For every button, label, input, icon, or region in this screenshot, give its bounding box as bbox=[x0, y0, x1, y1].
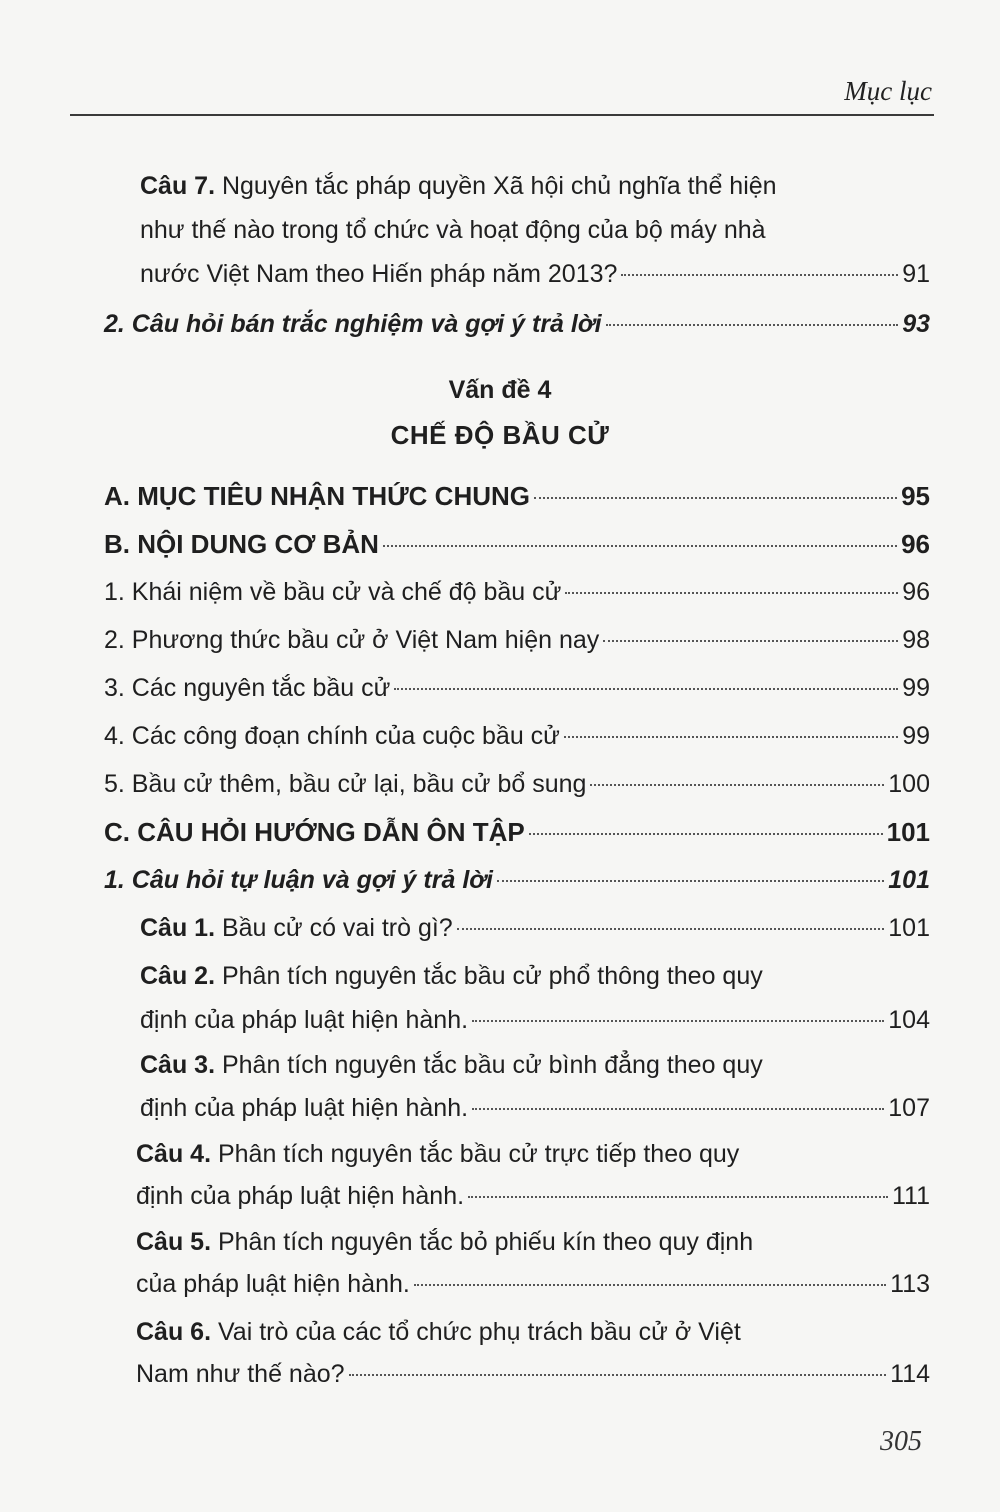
dot-leader bbox=[606, 324, 899, 326]
page-ref: 111 bbox=[891, 1182, 930, 1210]
page-ref: 101 bbox=[888, 914, 930, 942]
page-ref: 95 bbox=[901, 481, 930, 511]
entry-label: 4. Các công đoạn chính của cuộc bầu cử bbox=[104, 722, 560, 750]
question-number: Câu 5. bbox=[136, 1228, 212, 1256]
question-text-line1: Phân tích nguyên tắc bầu cử bình đẳng theo quy bbox=[215, 1051, 763, 1079]
question-text-line1: Phân tích nguyên tắc bầu cử trực tiếp theo quy bbox=[211, 1140, 740, 1168]
question-text-line2: định của pháp luật hiện hành. bbox=[136, 1182, 465, 1210]
page-ref: 99 bbox=[902, 722, 930, 750]
question-text-line2: Nam như thế nào? bbox=[136, 1360, 345, 1388]
toc-entry[interactable] bbox=[104, 666, 930, 710]
section-title: CHẾ ĐỘ BẦU CỬ bbox=[390, 420, 610, 450]
page-ref: 98 bbox=[902, 626, 930, 654]
toc-question-3 bbox=[140, 1043, 856, 1087]
question-number: Câu 6. bbox=[136, 1318, 212, 1346]
dot-leader bbox=[534, 497, 897, 499]
question-number: Câu 3. bbox=[140, 1051, 216, 1079]
toc-question-4 bbox=[136, 1132, 856, 1176]
dot-leader bbox=[414, 1284, 886, 1286]
toc-entry[interactable] bbox=[104, 474, 930, 518]
toc-question-5 bbox=[136, 1220, 856, 1264]
toc-entry[interactable] bbox=[104, 810, 930, 854]
dot-leader bbox=[565, 592, 898, 594]
toc-entry[interactable] bbox=[104, 618, 930, 662]
entry-label: 2. Câu hỏi bán trắc nghiệm và gợi ý trả lời bbox=[104, 310, 602, 338]
toc-entry[interactable] bbox=[140, 998, 930, 1042]
running-title: Mục lục bbox=[844, 76, 932, 106]
page-ref: 91 bbox=[902, 260, 930, 288]
dot-leader bbox=[468, 1196, 888, 1198]
question-text-line1: Bầu cử có vai trò gì? bbox=[215, 914, 453, 942]
dot-leader bbox=[564, 736, 898, 738]
page-number: 305 bbox=[880, 1426, 922, 1457]
toc-entry[interactable] bbox=[104, 762, 930, 806]
page-ref: 104 bbox=[888, 1006, 930, 1034]
dot-leader bbox=[621, 274, 898, 276]
toc-entry[interactable] bbox=[140, 252, 930, 296]
page-ref: 96 bbox=[901, 529, 930, 559]
toc-entry[interactable] bbox=[140, 1086, 930, 1130]
page-ref: 101 bbox=[888, 866, 930, 894]
page-ref: 101 bbox=[886, 817, 930, 847]
dot-leader bbox=[394, 688, 898, 690]
question-number: Câu 4. bbox=[136, 1140, 212, 1168]
toc-entry[interactable] bbox=[104, 714, 930, 758]
question-text-line3: nước Việt Nam theo Hiến pháp năm 2013? bbox=[140, 260, 618, 288]
dot-leader bbox=[603, 640, 898, 642]
entry-label: 2. Phương thức bầu cử ở Việt Nam hiện nay bbox=[104, 626, 600, 654]
toc-entry[interactable] bbox=[104, 522, 930, 566]
toc-question-2 bbox=[140, 954, 856, 998]
toc-question-7 bbox=[140, 164, 856, 208]
question-number: Câu 1. bbox=[140, 914, 216, 942]
entry-label: 1. Câu hỏi tự luận và gợi ý trả lời bbox=[104, 866, 493, 894]
question-text-line2: định của pháp luật hiện hành. bbox=[140, 1094, 469, 1122]
question-number: Câu 2. bbox=[140, 962, 216, 990]
page-ref: 99 bbox=[902, 674, 930, 702]
dot-leader bbox=[590, 784, 884, 786]
question-number: Câu 7. bbox=[140, 172, 216, 200]
dot-leader bbox=[472, 1020, 884, 1022]
entry-label: B. NỘI DUNG CƠ BẢN bbox=[104, 529, 379, 559]
question-text-line1: Phân tích nguyên tắc bầu cử phổ thông theo quy bbox=[215, 962, 763, 990]
dot-leader bbox=[529, 833, 883, 835]
toc-entry[interactable] bbox=[104, 302, 930, 346]
dot-leader bbox=[497, 880, 884, 882]
dot-leader bbox=[457, 928, 885, 930]
question-text-line1: Phân tích nguyên tắc bỏ phiếu kín theo quy định bbox=[211, 1228, 754, 1256]
page-ref: 96 bbox=[902, 578, 930, 606]
entry-label: 5. Bầu cử thêm, bầu cử lại, bầu cử bổ sung bbox=[104, 770, 587, 798]
toc-entry[interactable] bbox=[104, 570, 930, 614]
entry-label: 3. Các nguyên tắc bầu cử bbox=[104, 674, 391, 702]
toc-question-6 bbox=[136, 1310, 856, 1354]
dot-leader bbox=[349, 1374, 887, 1376]
toc-question-1[interactable] bbox=[140, 906, 930, 950]
question-text-line2: định của pháp luật hiện hành. bbox=[140, 1006, 469, 1034]
question-text-line2: của pháp luật hiện hành. bbox=[136, 1270, 410, 1298]
toc-entry[interactable] bbox=[136, 1174, 930, 1218]
dot-leader bbox=[383, 545, 897, 547]
entry-label: A. MỤC TIÊU NHẬN THỨC CHUNG bbox=[104, 481, 530, 511]
entry-label: 1. Khái niệm về bầu cử và chế độ bầu cử bbox=[104, 578, 562, 606]
page-ref: 113 bbox=[890, 1270, 930, 1298]
section-number: Vấn đề 4 bbox=[448, 376, 552, 404]
question-text-line2: như thế nào trong tổ chức và hoạt động của bộ máy nhà bbox=[140, 216, 766, 244]
toc-entry[interactable] bbox=[136, 1262, 930, 1306]
page-ref: 100 bbox=[888, 770, 930, 798]
page-ref: 114 bbox=[890, 1360, 930, 1388]
question-text-line1: Vai trò của các tổ chức phụ trách bầu cử ở Việt bbox=[211, 1318, 741, 1346]
toc-entry[interactable] bbox=[104, 858, 930, 902]
question-text-line1: Nguyên tắc pháp quyền Xã hội chủ nghĩa thể hiện bbox=[215, 172, 777, 200]
toc-entry[interactable] bbox=[136, 1352, 930, 1396]
page-ref: 93 bbox=[902, 310, 930, 338]
entry-label: C. CÂU HỎI HƯỚNG DẪN ÔN TẬP bbox=[104, 817, 525, 847]
page-ref: 107 bbox=[888, 1094, 930, 1122]
dot-leader bbox=[472, 1108, 884, 1110]
